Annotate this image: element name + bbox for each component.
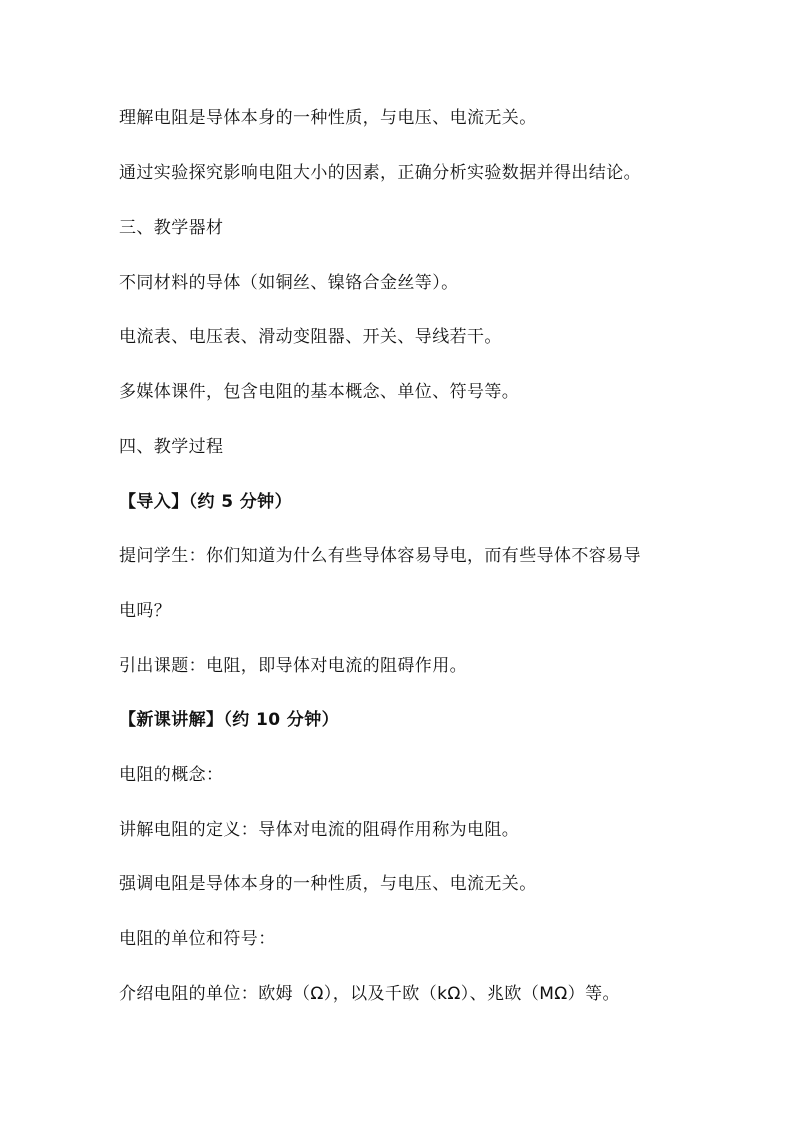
- section-heading-equipment: 三、教学器材: [119, 218, 224, 238]
- paragraph-objective-experiment: 通过实验探究影响电阻大小的因素，正确分析实验数据并得出结论。: [119, 163, 641, 183]
- paragraph-question-line2: 电吗？: [119, 601, 172, 621]
- paragraph-topic: 引出课题：电阻，即导体对电流的阻碍作用。: [119, 656, 467, 676]
- section-heading-process: 四、教学过程: [119, 437, 224, 457]
- subheading-new-lesson: 【新课讲解】（约 10 分钟）: [119, 710, 339, 730]
- paragraph-equipment-meters: 电流表、电压表、滑动变阻器、开关、导线若干。: [119, 327, 502, 347]
- paragraph-equipment-conductors: 不同材料的导体（如铜丝、镍铬合金丝等）。: [119, 273, 459, 293]
- paragraph-units: 介绍电阻的单位：欧姆（Ω），以及千欧（kΩ）、兆欧（MΩ）等。: [119, 984, 620, 1004]
- paragraph-question-line1: 提问学生：你们知道为什么有些导体容易导电，而有些导体不容易导: [119, 546, 641, 566]
- paragraph-equipment-multimedia: 多媒体课件，包含电阻的基本概念、单位、符号等。: [119, 382, 520, 402]
- paragraph-concept-heading: 电阻的概念：: [119, 765, 224, 785]
- paragraph-units-heading: 电阻的单位和符号：: [119, 929, 276, 949]
- subheading-introduction: 【导入】（约 5 分钟）: [119, 492, 292, 512]
- paragraph-definition: 讲解电阻的定义：导体对电流的阻碍作用称为电阻。: [119, 820, 520, 840]
- paragraph-objective: 理解电阻是导体本身的一种性质，与电压、电流无关。: [119, 108, 537, 128]
- paragraph-emphasis: 强调电阻是导体本身的一种性质，与电压、电流无关。: [119, 874, 537, 894]
